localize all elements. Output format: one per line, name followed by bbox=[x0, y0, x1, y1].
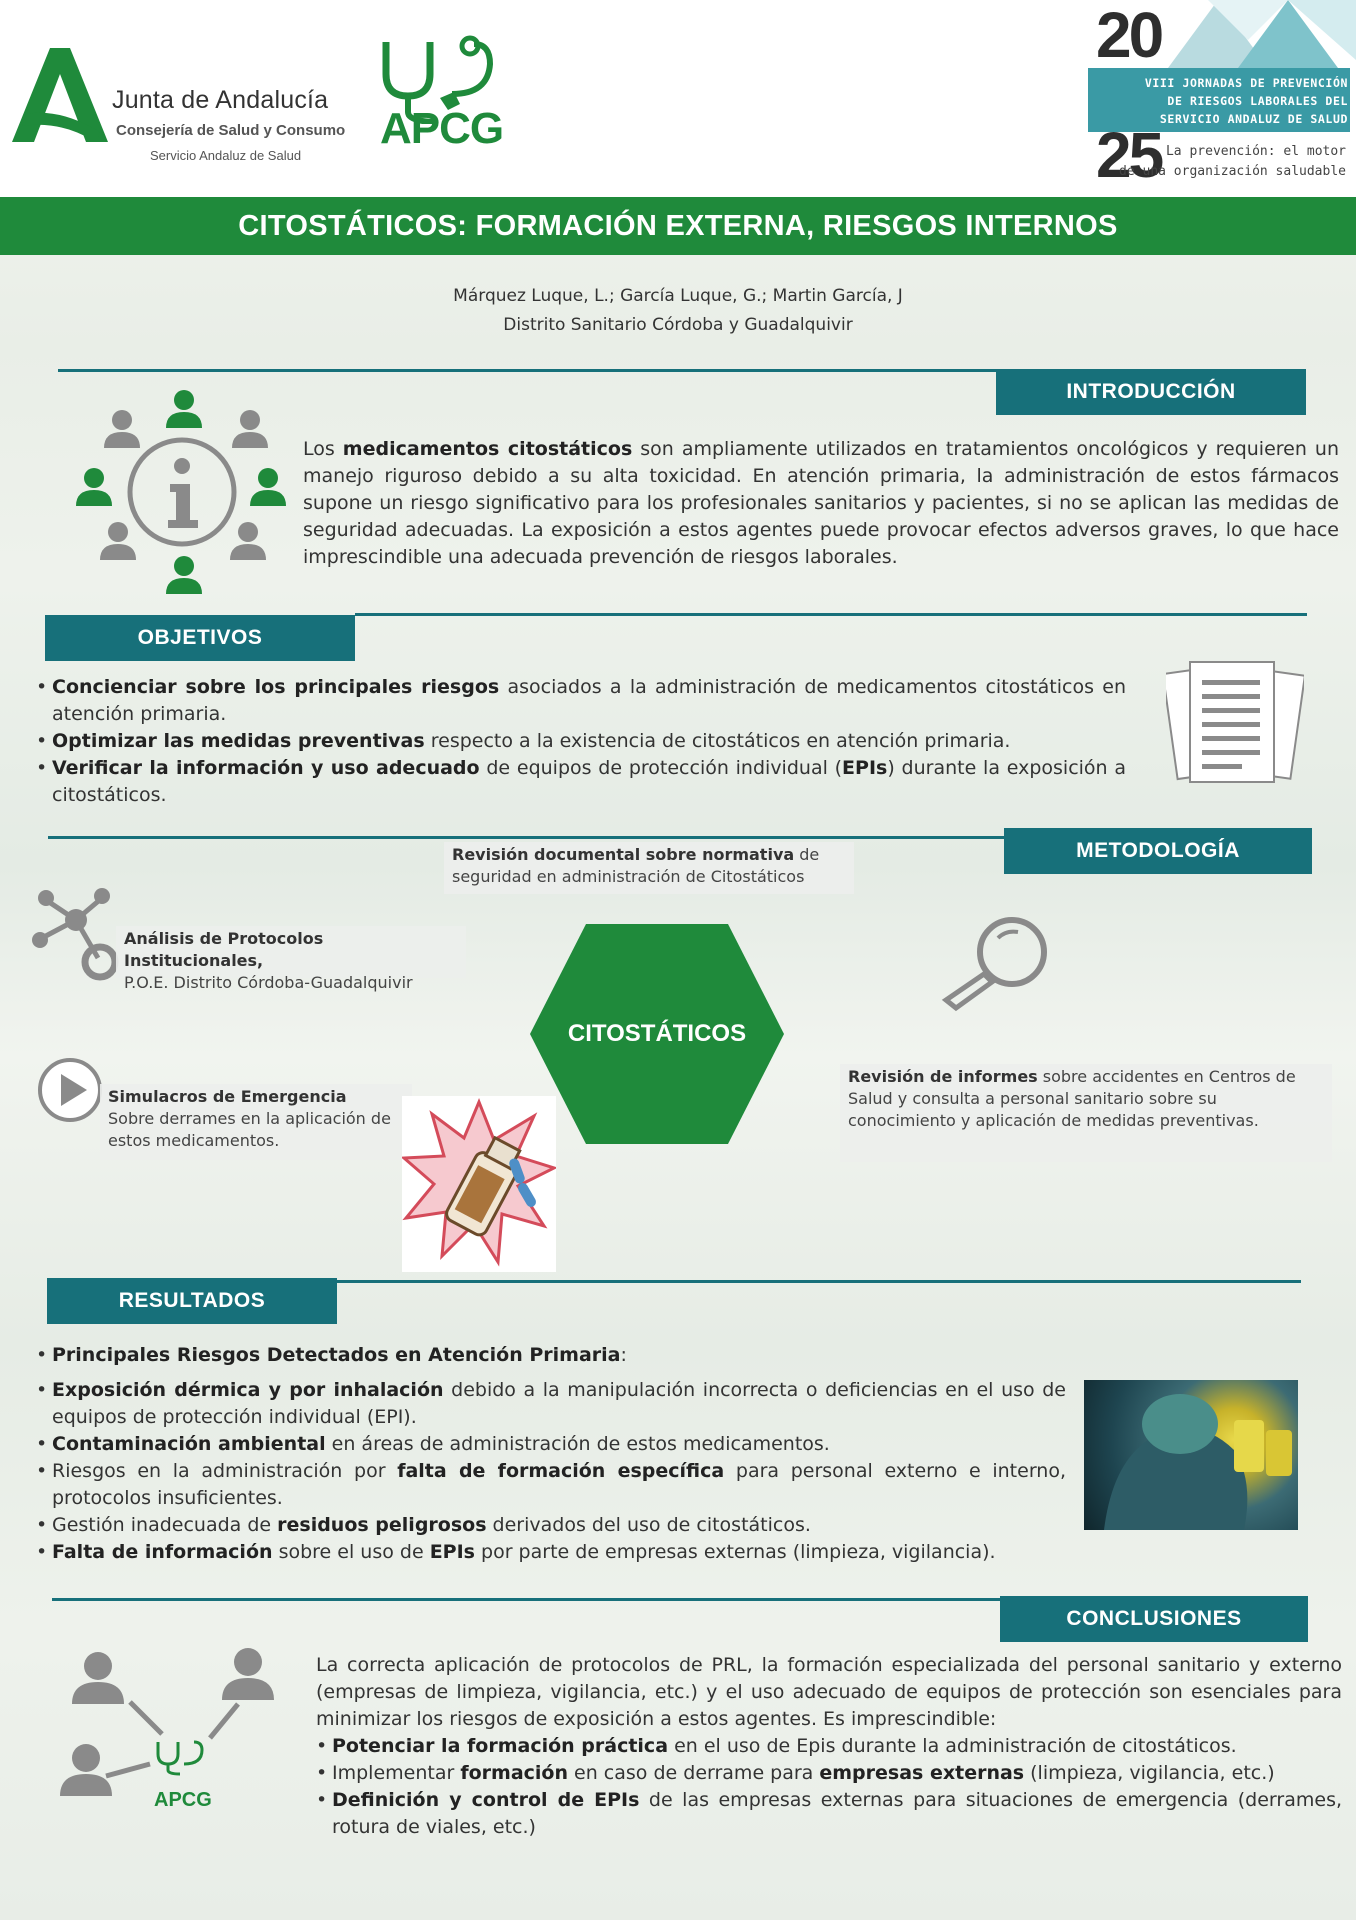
resultados-rule bbox=[337, 1280, 1301, 1283]
resultado-item: • Falta de información sobre el uso de EPIs por parte de empresas externas (limpieza, vigilancia). bbox=[36, 1539, 1066, 1566]
authors: Márquez Luque, L.; García Luque, G.; Martin García, J bbox=[453, 286, 903, 306]
resultado-item: • Riesgos en la administración por falta de formación específica para personal externo e interno, protocolos insuficientes. bbox=[36, 1458, 1066, 1512]
objetivos-rule bbox=[355, 613, 1307, 616]
intro-rule bbox=[58, 369, 998, 372]
header bbox=[0, 0, 1356, 197]
resultado-item: • Contaminación ambiental en áreas de administración de estos medicamentos. bbox=[36, 1431, 1066, 1458]
resultado-item: • Gestión inadecuada de residuos peligrosos derivados del uso de citostáticos. bbox=[36, 1512, 1066, 1539]
conclusion-item: • Potenciar la formación práctica en el uso de Epis durante la administración de citostáticos. bbox=[316, 1733, 1342, 1760]
motto-line2: de una organización saludable bbox=[1119, 164, 1346, 179]
magnifier-icon bbox=[940, 916, 1052, 1012]
poster-title: CITOSTÁTICOS: FORMACIÓN EXTERNA, RIESGOS INTERNOS bbox=[0, 197, 1356, 255]
org-sub1: Consejería de Salud y Consumo bbox=[116, 122, 346, 139]
metodologia-rule bbox=[48, 836, 1006, 839]
motto-line1: La prevención: el motor bbox=[1165, 144, 1346, 159]
conclusiones-text bbox=[316, 1652, 1342, 1841]
conclusion-item: • Implementar formación en caso de derrame para empresas externas (limpieza, vigilancia, etc.) bbox=[316, 1760, 1342, 1787]
event-line3: SERVICIO ANDALUZ DE SALUD bbox=[1159, 112, 1348, 126]
conclusiones-rule bbox=[52, 1598, 1002, 1601]
metod-left2-box: Simulacros de Emergencia Sobre derrames en la aplicación de estos medicamentos. bbox=[100, 1084, 412, 1160]
section-metodologia: METODOLOGÍA bbox=[1004, 828, 1312, 874]
people-network-icon bbox=[60, 1646, 276, 1808]
network-icon bbox=[32, 878, 122, 982]
motto bbox=[1119, 142, 1346, 182]
event-line2: DE RIESGOS LABORALES DEL bbox=[1167, 94, 1348, 108]
spill-bottle-icon bbox=[402, 1096, 556, 1272]
affiliation: Distrito Sanitario Córdoba y Guadalquivir bbox=[503, 315, 853, 335]
apcg-text: APCG bbox=[380, 104, 504, 153]
metod-right-box: Revisión de informes sobre accidentes en Centros de Salud y consulta a personal sanitario sobre su conocimiento y aplicación de medidas preventivas. bbox=[840, 1064, 1332, 1162]
section-conclusiones: CONCLUSIONES bbox=[1000, 1596, 1308, 1642]
event-badge bbox=[1088, 0, 1356, 197]
apcg-small-text: APCG bbox=[154, 1789, 212, 1808]
hexagon-label: CITOSTÁTICOS bbox=[567, 1020, 747, 1047]
metod-top-box: Revisión documental sobre normativa de seguridad en administración de Citostáticos bbox=[444, 842, 854, 894]
org-name: Junta de Andalucía bbox=[112, 86, 329, 114]
documents-icon bbox=[1166, 652, 1304, 788]
resultados-list bbox=[36, 1342, 1066, 1566]
resultados-heading: • Principales Riesgos Detectados en Atención Primaria: bbox=[36, 1344, 627, 1366]
year-bottom: 25 bbox=[1096, 119, 1162, 191]
objetivo-item: • Verificar la información y uso adecuado de equipos de protección individual (EPIs) durante la exposición a citostáticos. bbox=[36, 755, 1126, 809]
section-resultados: RESULTADOS bbox=[47, 1278, 337, 1324]
section-objetivos: OBJETIVOS bbox=[45, 615, 355, 661]
event-title bbox=[1145, 74, 1348, 128]
info-people-icon bbox=[72, 388, 288, 596]
objetivos-list bbox=[36, 674, 1126, 809]
resultado-item: • Exposición dérmica y por inhalación debido a la manipulación incorrecta o deficiencias en el uso de equipos de protección individual (EPI). bbox=[36, 1377, 1066, 1431]
metod-left1-box: Análisis de Protocolos Institucionales, P.O.E. Distrito Córdoba-Guadalquivir bbox=[116, 926, 466, 978]
org-sub2: Servicio Andaluz de Salud bbox=[150, 148, 302, 163]
conclusion-item: • Definición y control de EPIs de las empresas externas para situaciones de emergencia (derrames, rotura de viales, etc.) bbox=[316, 1787, 1342, 1841]
conclusiones-paragraph: La correcta aplicación de protocolos de PRL, la formación especializada del personal sanitario y externo (empresas de limpieza, vigilancia, etc.) y el uso adecuado de equipos de protección son esenciales para minimizar los riesgos de exposición a estos agentes. Es imprescindible: bbox=[316, 1654, 1342, 1730]
objetivo-item: • Concienciar sobre los principales riesgos asociados a la administración de medicamentos citostáticos en atención primaria. bbox=[36, 674, 1126, 728]
event-line1: VIII JORNADAS DE PREVENCIÓN bbox=[1144, 76, 1348, 90]
junta-logo-icon bbox=[10, 44, 110, 146]
objetivo-item: • Optimizar las medidas preventivas respecto a la existencia de citostáticos en atención primaria. bbox=[36, 728, 1126, 755]
lab-worker-icon bbox=[1084, 1380, 1298, 1530]
section-intro: INTRODUCCIÓN bbox=[996, 369, 1306, 415]
lab-photo bbox=[1084, 1380, 1298, 1530]
play-icon bbox=[37, 1057, 103, 1123]
intro-text: Los medicamentos citostáticos son ampliamente utilizados en tratamientos oncológicos y requieren un manejo riguroso debido a su alta toxicidad. En atención primaria, la administración de estos fármacos supone un riesgo significativo para los profesionales sanitarios y pacientes, si no se aplican las medidas de seguridad adecuadas. La exposición a estos agentes puede provocar efectos adversos graves, lo que hace imprescindible una adecuada prevención de riesgos laborales. bbox=[303, 438, 1339, 568]
year-top: 20 bbox=[1096, 0, 1162, 71]
